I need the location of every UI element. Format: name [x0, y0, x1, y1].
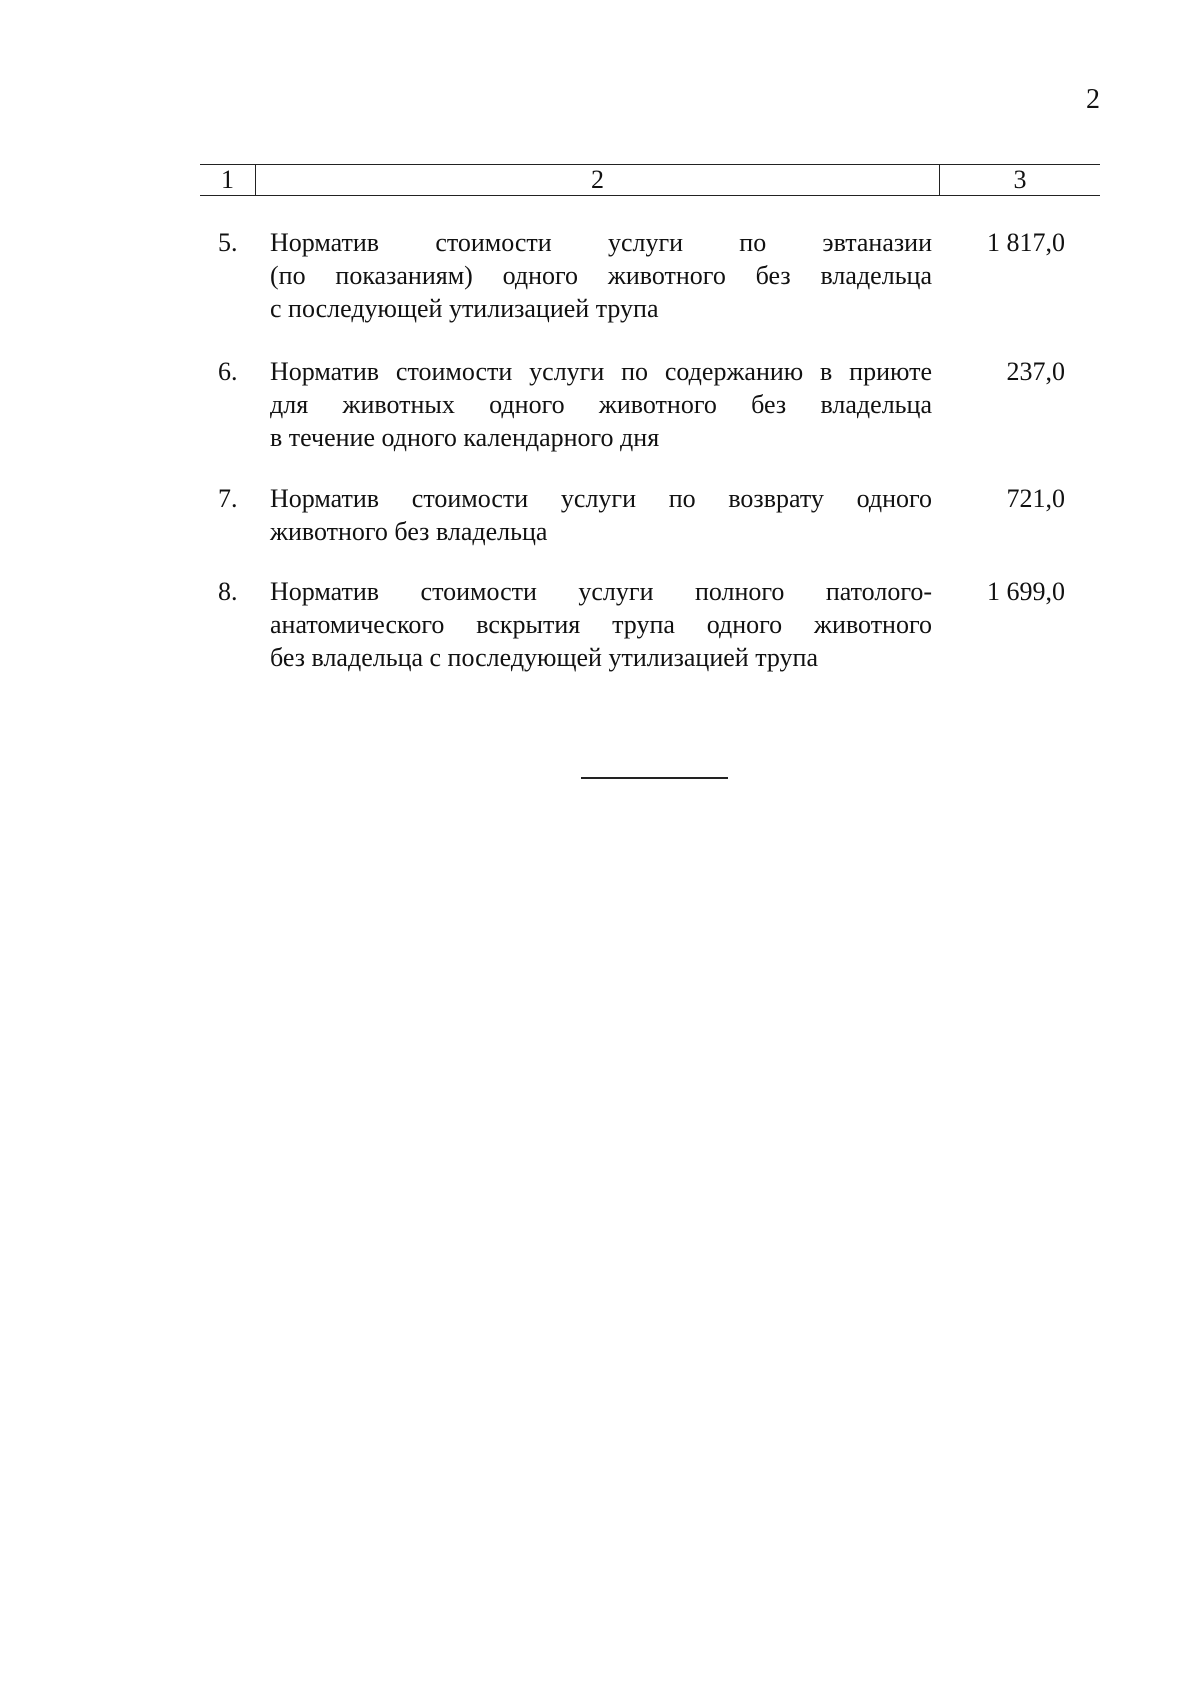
column-header-3: 3 — [1013, 165, 1027, 194]
row-description-line: для животных одного животного без владельца — [270, 390, 932, 419]
row-description — [270, 355, 932, 454]
row-description — [270, 575, 932, 674]
column-header-1: 1 — [200, 165, 256, 195]
table-row — [200, 226, 1100, 326]
row-number: 6. — [218, 357, 238, 386]
row-description-line: Норматив стоимости услуги по эвтаназии — [270, 228, 932, 257]
row-value: 721,0 — [1006, 484, 1065, 513]
row-value: 237,0 — [1006, 357, 1065, 386]
row-value: 1 817,0 — [987, 228, 1065, 257]
row-description — [270, 226, 932, 325]
row-description-line: (по показаниям) одного животного без владельца — [270, 261, 932, 290]
row-description-line: с последующей утилизацией трупа — [270, 294, 659, 323]
row-description — [270, 482, 932, 548]
row-description-line: Норматив стоимости услуги полного патолого- — [270, 577, 932, 606]
row-number: 8. — [218, 577, 238, 606]
row-description-line: без владельца с последующей утилизацией трупа — [270, 643, 819, 672]
end-of-document-rule — [581, 777, 728, 779]
row-number: 5. — [218, 228, 238, 257]
table-row — [200, 355, 1100, 455]
table-row — [200, 575, 1100, 675]
column-header-2: 2 — [256, 165, 940, 195]
table-row — [200, 482, 1100, 552]
row-description-line: в течение одного календарного дня — [270, 423, 660, 452]
row-number: 7. — [218, 484, 238, 513]
row-description-line: животного без владельца — [270, 517, 548, 546]
table-header-row — [200, 164, 1100, 196]
row-description-line: анатомического вскрытия трупа одного животного — [270, 610, 932, 639]
page-number: 2 — [1086, 84, 1100, 115]
row-description-line: Норматив стоимости услуги по содержанию в приюте — [270, 357, 932, 386]
row-value: 1 699,0 — [987, 577, 1065, 606]
row-description-line: Норматив стоимости услуги по возврату одного — [270, 484, 932, 513]
